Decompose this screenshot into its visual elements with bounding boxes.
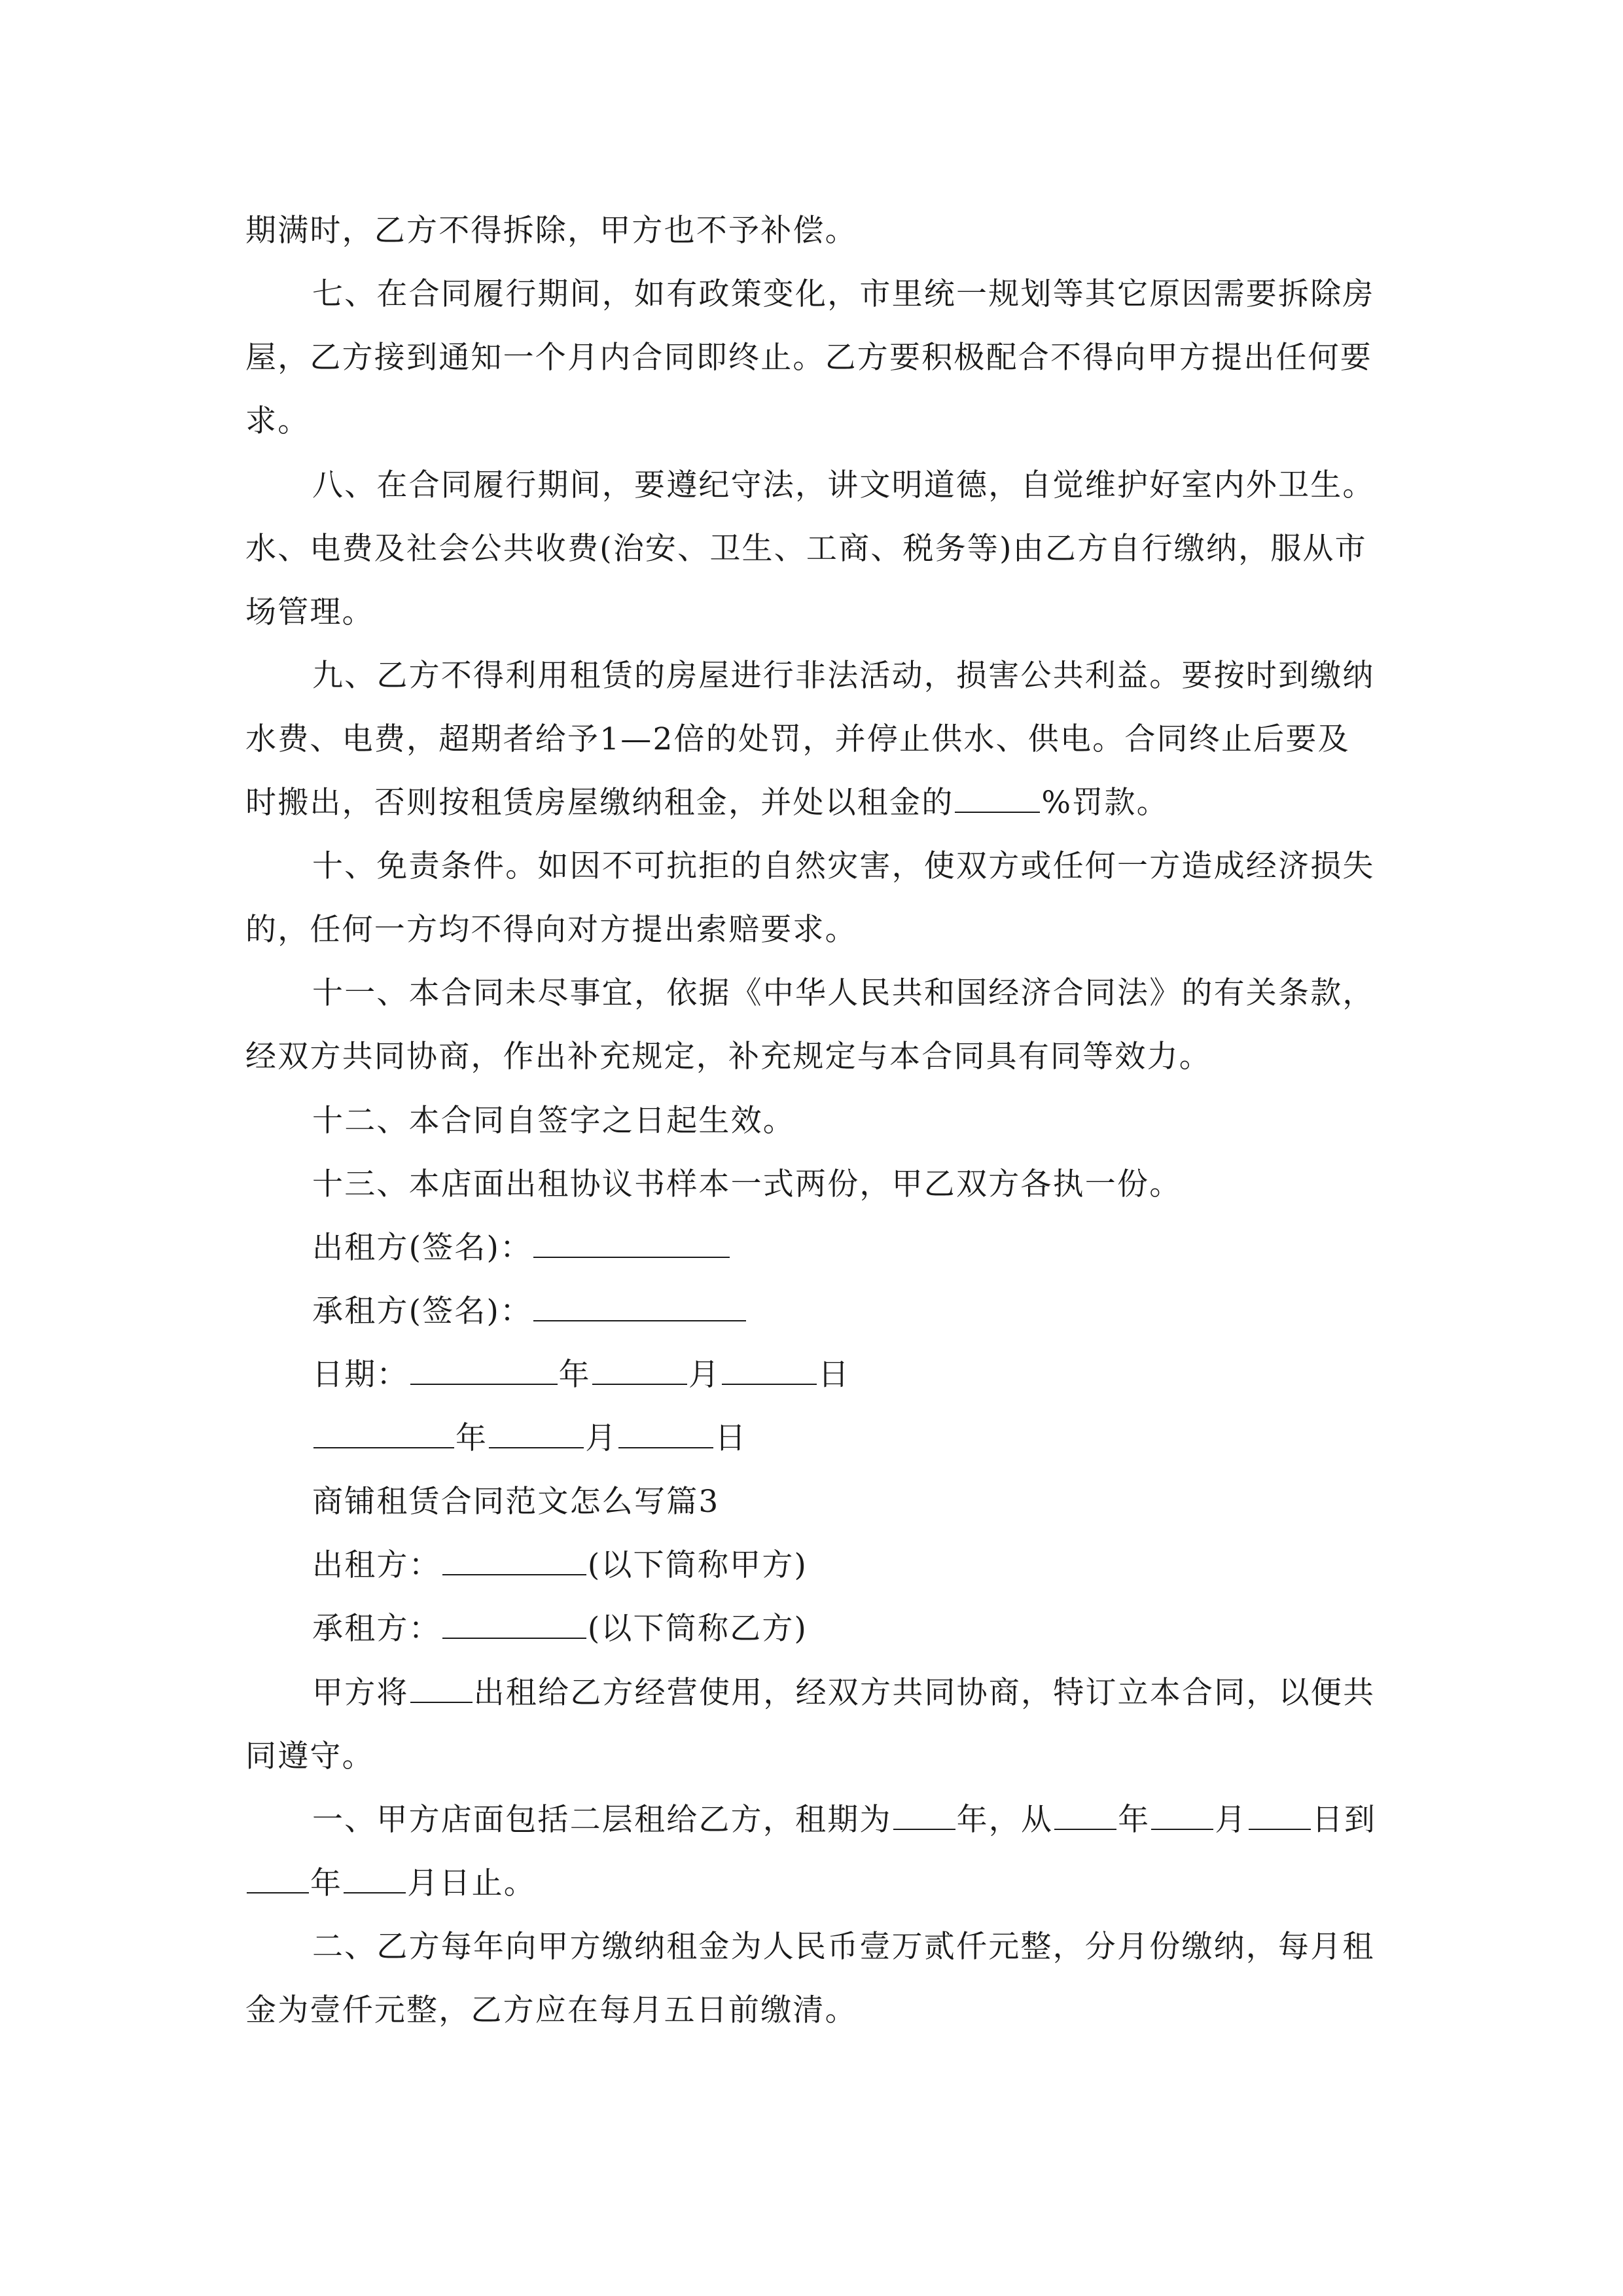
lessee-signature-blank [533, 1294, 746, 1321]
lessee-party-line: 承租方： (以下筒称乙方) [312, 1611, 808, 1647]
start-day-blank [1249, 1803, 1311, 1830]
date-day-blank [722, 1357, 817, 1385]
paragraph-9-line-1: 九、乙方不得利用租赁的房屋进行非法活动，损害公共利益。要按时到缴纳 [312, 658, 1375, 694]
paragraph-9-line-2: 水费、电费，超期者给予1—2倍的处罚，并停止供水、供电。合同终止后要及 [245, 721, 1350, 757]
clause-1-line-2: 年 月日止。 [245, 1864, 536, 1903]
paragraph-9-line-3: 时搬出，否则按租赁房屋缴纳租金，并处以租金的 %罚款。 [245, 785, 1169, 821]
end-month-blank [344, 1866, 406, 1893]
lessor-name-blank [442, 1548, 586, 1575]
intro-line-1: 甲方将 出租给乙方经营使用，经双方共同协商，特订立本合同，以便共 [312, 1675, 1376, 1711]
penalty-percent-blank [955, 785, 1040, 813]
paragraph-6-end: 期满时，乙方不得拆除，甲方也不予补偿。 [245, 213, 857, 249]
term-years-blank [893, 1803, 955, 1830]
date-line-1: 日期： 年 月 日 [312, 1357, 851, 1393]
paragraph-12: 十二、本合同自签字之日起生效。 [312, 1103, 795, 1139]
end-year-blank [247, 1866, 309, 1893]
paragraph-10-line-2: 的，任何一方均不得向对方提出索赔要求。 [245, 912, 857, 948]
premises-blank [410, 1676, 473, 1703]
paragraph-7-line-1: 七、在合同履行期间，如有政策变化，市里统一规划等其它原因需要拆除房 [312, 276, 1375, 312]
paragraph-8-line-3: 场管理。 [245, 594, 374, 630]
paragraph-11-line-2: 经双方共同协商，作出补充规定，补充规定与本合同具有同等效力。 [245, 1039, 1211, 1075]
start-year-blank [1054, 1803, 1116, 1830]
clause-2-line-2: 金为壹仟元整，乙方应在每月五日前缴清。 [245, 1992, 857, 2028]
clause-1-line-1: 一、甲方店面包括二层租给乙方，租期为 年，从 年 月 日到 [312, 1802, 1377, 1838]
lessor-signature-line: 出租方(签名)： [312, 1229, 731, 1268]
date-month-blank [592, 1357, 687, 1385]
paragraph-7-line-3: 求。 [245, 403, 310, 439]
lessee-name-blank [442, 1611, 586, 1639]
lessor-signature-blank [533, 1230, 730, 1258]
paragraph-13: 十三、本店面出租协议书样本一式两份，甲乙双方各执一份。 [312, 1166, 1182, 1202]
paragraph-8-line-2: 水、电费及社会公共收费(治安、卫生、工商、税务等)由乙方自行缴纳，服从市 [245, 531, 1367, 567]
clause-2-line-1: 二、乙方每年向甲方缴纳租金为人民币壹万贰仟元整，分月份缴纳，每月租 [312, 1929, 1375, 1965]
section-heading: 商铺租赁合同范文怎么写篇3 [312, 1484, 720, 1520]
date2-day-blank [618, 1421, 713, 1448]
paragraph-10-line-1: 十、免责条件。如因不可抗拒的自然灾害，使双方或任何一方造成经济损失 [312, 848, 1375, 884]
paragraph-11-line-1: 十一、本合同未尽事宜，依据《中华人民共和国经济合同法》的有关条款， [312, 975, 1375, 1011]
date-line-2: 年 月 日 [312, 1419, 747, 1458]
intro-line-2: 同遵守。 [245, 1738, 374, 1774]
paragraph-7-line-2: 屋，乙方接到通知一个月内合同即终止。乙方要积极配合不得向甲方提出任何要 [245, 340, 1372, 376]
lessee-signature-line: 承租方(签名)： [312, 1292, 747, 1331]
date2-year-blank [313, 1421, 454, 1448]
lessor-party-line: 出租方： (以下筒称甲方) [312, 1547, 808, 1583]
paragraph-8-line-1: 八、在合同履行期间，要遵纪守法，讲文明道德，自觉维护好室内外卫生。 [312, 467, 1375, 503]
date2-month-blank [489, 1421, 584, 1448]
start-month-blank [1151, 1803, 1213, 1830]
date-year-blank [410, 1357, 558, 1385]
